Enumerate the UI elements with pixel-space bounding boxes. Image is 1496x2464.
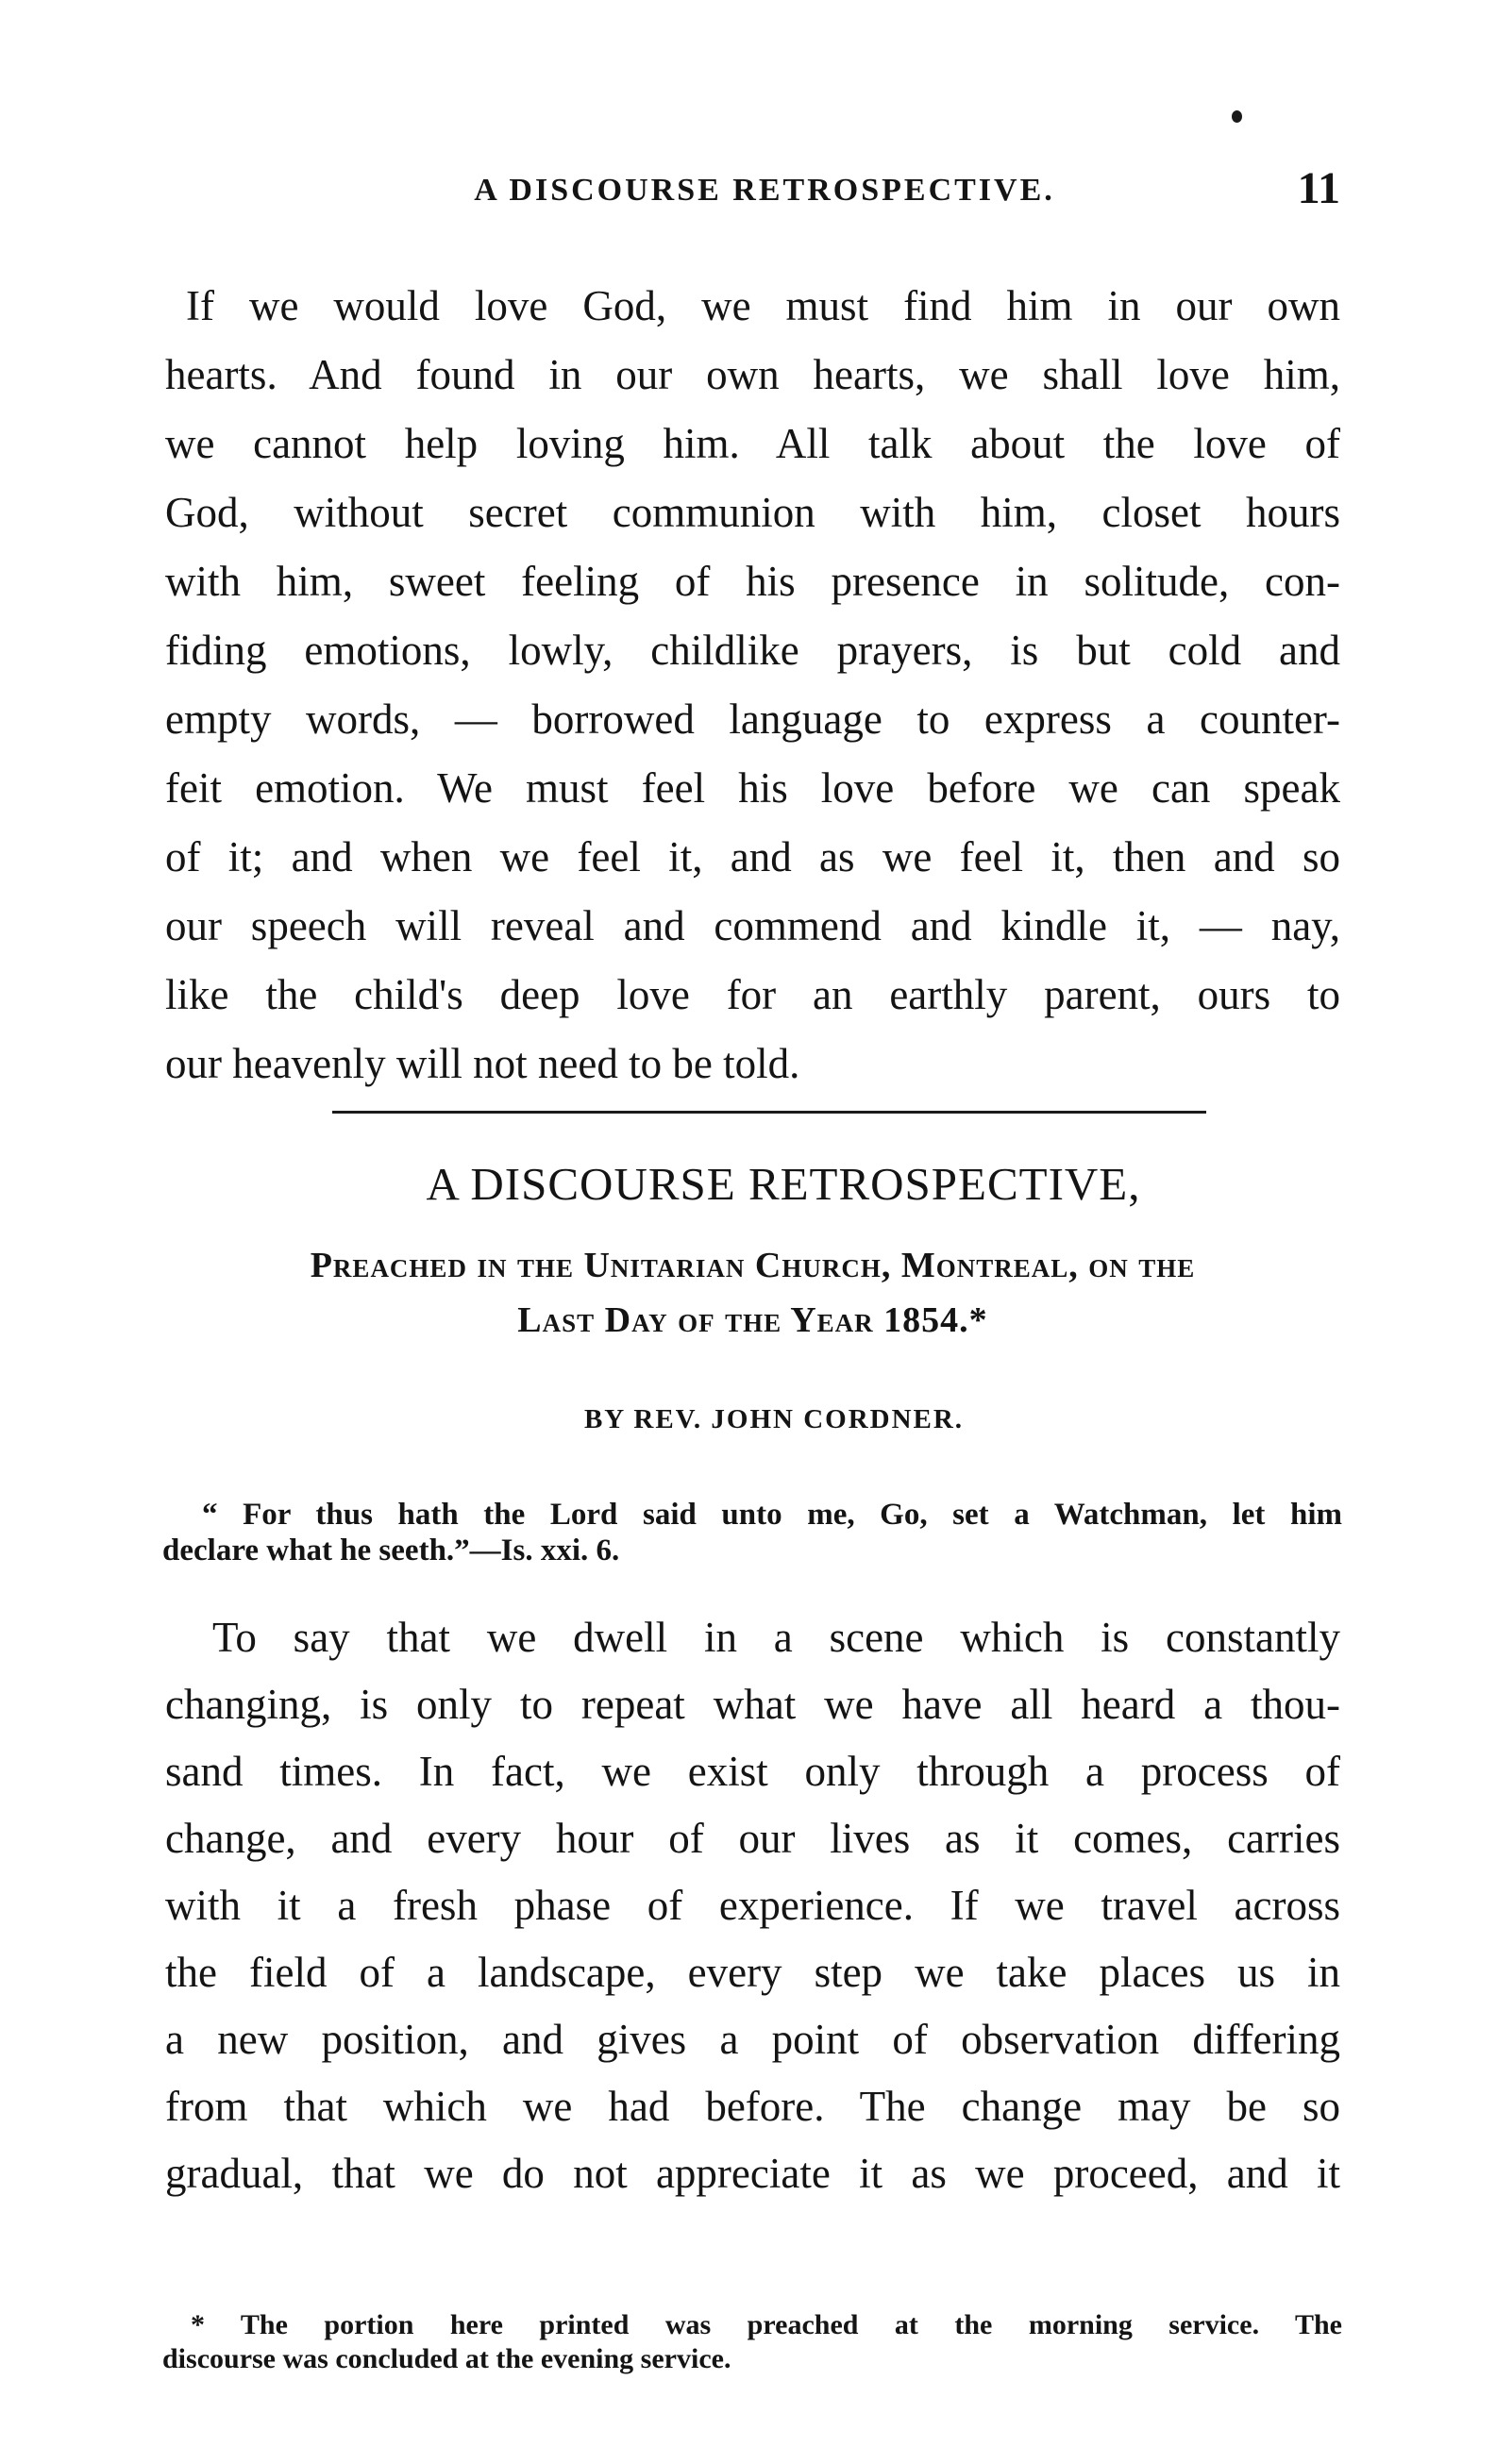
footnote: [162, 2308, 1342, 2376]
text-line: change, and every hour of our lives as it comes, carries: [165, 1815, 1340, 1862]
text-line: our speech will reveal and commend and kindle it, — nay,: [165, 902, 1340, 949]
text-line: To say that we dwell in a scene which is constantly: [212, 1614, 1340, 1661]
text-line: hearts. And found in our own hearts, we shall love him,: [165, 351, 1340, 398]
text-line: sand times. In fact, we exist only through a process of: [165, 1748, 1340, 1795]
text-line: the field of a landscape, every step we take places us in: [165, 1949, 1340, 1996]
sermon-title: A DISCOURSE RETROSPECTIVE,: [426, 1158, 1141, 1210]
footnote-line: * The portion here printed was preached at the morning service. The: [191, 2309, 1342, 2340]
preached-subtitle: [160, 1238, 1345, 1348]
running-head: A DISCOURSE RETROSPECTIVE.: [474, 173, 1055, 208]
text-line: from that which we had before. The change may be so: [165, 2083, 1340, 2130]
text-line: God, without secret communion with him, closet hours: [165, 489, 1340, 536]
paragraph-love-of-god: [165, 272, 1340, 1098]
text-line: changing, is only to repeat what we have all heard a thou-: [165, 1681, 1340, 1728]
text-line: empty words, — borrowed language to express a counter-: [165, 696, 1340, 743]
text-line: a new position, and gives a point of observation differing: [165, 2016, 1340, 2063]
text-line: like the child's deep love for an earthly parent, ours to: [165, 971, 1340, 1018]
preached-line: Last Day of the Year 1854.*: [517, 1300, 988, 1340]
text-line: of it; and when we feel it, and as we feel it, then and so: [165, 833, 1340, 880]
preached-line: Preached in the Unitarian Church, Montreal, on the: [310, 1246, 1196, 1285]
paragraph-constant-change: [165, 1604, 1340, 2207]
page-number: 11: [1297, 163, 1340, 213]
epigraph-line: “ For thus hath the Lord said unto me, Go, set a Watchman, let him: [202, 1498, 1342, 1532]
author-byline: BY REV. JOHN CORDNER.: [583, 1404, 965, 1434]
text-line: with him, sweet feeling of his presence in solitude, con-: [165, 558, 1340, 605]
text-line: we cannot help loving him. All talk about the love of: [165, 420, 1340, 467]
section-divider-rule: [332, 1111, 1206, 1114]
footnote-line: discourse was concluded at the evening service.: [162, 2343, 731, 2374]
ink-speck: [1232, 110, 1242, 123]
text-line: feit emotion. We must feel his love before we can speak: [165, 764, 1340, 812]
text-line: If we would love God, we must find him in our own: [186, 282, 1340, 329]
text-line: fiding emotions, lowly, childlike prayers, is but cold and: [165, 627, 1340, 674]
epigraph-quote: [162, 1497, 1342, 1568]
text-line: with it a fresh phase of experience. If we travel across: [165, 1882, 1340, 1929]
epigraph-line: declare what he seeth.”—Is. xxi. 6.: [162, 1534, 620, 1567]
text-line: our heavenly will not need to be told.: [165, 1040, 800, 1087]
text-line: gradual, that we do not appreciate it as we proceed, and it: [165, 2150, 1340, 2197]
